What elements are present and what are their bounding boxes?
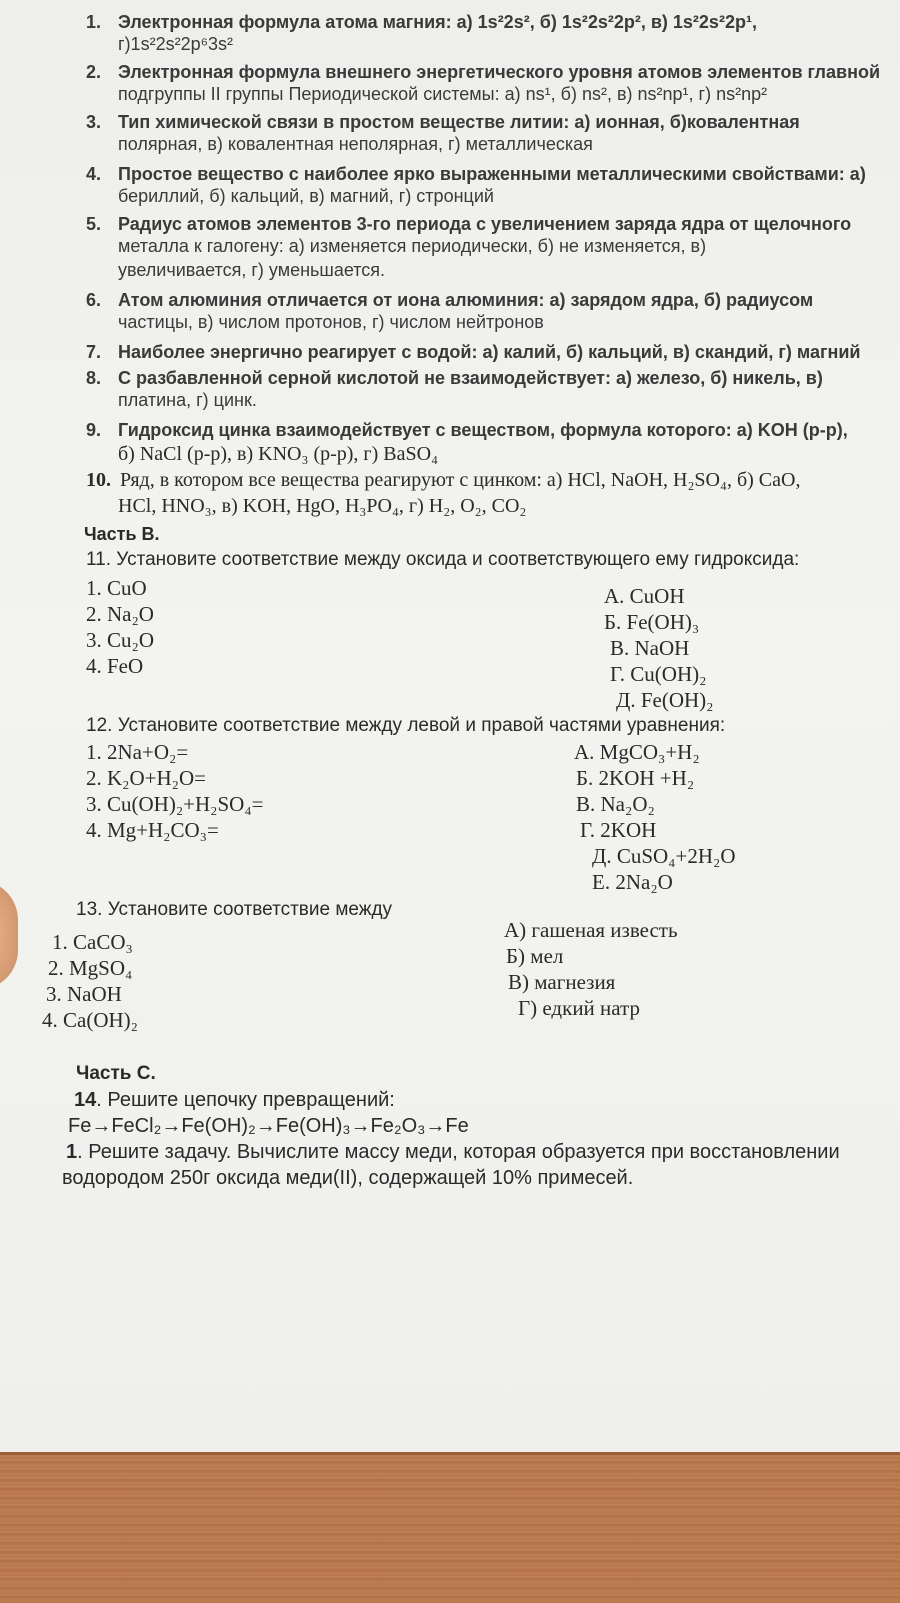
q12-right-f: Е. 2Na₂O xyxy=(592,870,673,894)
question-5-line-2: металла к галогену: а) изменяется периодически, б) не изменяется, в) xyxy=(118,236,707,256)
question-2: 2. Электронная формула внешнего энергетического уровня атомов элементов главной xyxy=(86,62,881,82)
q13-right-b: Б) мел xyxy=(506,944,564,968)
question-8: 8. С разбавленной серной кислотой не взаимодействует: а) железо, б) никель, в) xyxy=(86,368,823,388)
question-4-line-2: бериллий, б) кальций, в) магний, г) стронций xyxy=(118,186,494,206)
question-9: 9. Гидроксид цинка взаимодействует с веществом, формула которого: а) KOH (р-р), xyxy=(86,420,848,440)
finger-holding-paper xyxy=(0,880,18,990)
q12-left-3: 3. Cu(OH)₂+H₂SO₄= xyxy=(86,792,264,816)
q12-left-2: 2. K₂O+H₂O= xyxy=(86,766,206,790)
question-5-line-3: увеличивается, г) уменьшается. xyxy=(118,260,386,280)
question-1: 1. Электронная формула атома магния: а) 1s²2s², б) 1s²2s²2p², в) 1s²2s²2p¹, xyxy=(86,12,757,32)
question-10: 10. Ряд, в котором все вещества реагируют с цинком: а) HCl, NaOH, H₂SO₄, б) CaO, xyxy=(86,469,801,491)
q13-right-a: А) гашеная известь xyxy=(504,918,678,942)
question-3-line-2: полярная, в) ковалентная неполярная, г) металлическая xyxy=(118,134,593,154)
question-2-line-2: подгруппы II группы Периодической системы: а) ns¹, б) ns², в) ns²np¹, г) ns²np² xyxy=(118,84,768,104)
question-6-line-2: частицы, в) числом протонов, г) числом нейтронов xyxy=(118,312,544,332)
part-b-title: Часть В. xyxy=(84,524,160,544)
question-13-title: 13. Установите соответствие между xyxy=(76,899,393,920)
q13-left-2: 2. MgSO₄ xyxy=(48,956,133,980)
q11-left-3: 3. Cu₂O xyxy=(86,628,154,652)
q11-left-4: 4. FeO xyxy=(86,654,144,678)
q13-left-4: 4. Ca(OH)₂ xyxy=(42,1008,138,1032)
q11-right-a: А. CuOH xyxy=(604,584,685,608)
q12-right-c: В. Na₂O₂ xyxy=(576,792,655,816)
q13-left-1: 1. CaCO₃ xyxy=(52,930,133,954)
question-11-title: 11. Установите соответствие между оксида и соответствующего ему гидроксида: xyxy=(86,549,800,570)
question-3: 3. Тип химической связи в простом веществе литии: а) ионная, б)ковалентная xyxy=(86,112,800,132)
q11-left-2: 2. Na₂O xyxy=(86,602,154,626)
question-4: 4. Простое вещество с наиболее ярко выраженными металлическими свойствами: а) xyxy=(86,164,866,184)
question-9-line-2: б) NaCl (р-р), в) KNO₃ (р-р), г) BaSO₄ xyxy=(118,443,439,465)
q12-right-a: А. MgCO₃+H₂ xyxy=(574,740,700,764)
q11-right-e: Д. Fe(OH)₂ xyxy=(616,688,714,712)
transformation-chain: Fe→FeCl₂→Fe(OH)₂→Fe(OH)₃→Fe₂O₃→Fe xyxy=(68,1115,469,1137)
task-1-line-2: водородом 250г оксида меди(II), содержащей 10% примесей. xyxy=(62,1167,634,1189)
wooden-table xyxy=(0,1452,900,1603)
question-8-line-2: платина, г) цинк. xyxy=(118,390,257,410)
part-c-title: Часть С. xyxy=(76,1063,156,1084)
task-1: 1. Решите задачу. Вычислите массу меди, которая образуется при восстановлении xyxy=(66,1141,840,1163)
q12-left-1: 1. 2Na+O₂= xyxy=(86,740,189,764)
q11-right-d: Г. Cu(OH)₂ xyxy=(610,662,707,686)
q13-right-c: В) магнезия xyxy=(508,970,616,994)
question-7: 7. Наиболее энергично реагирует с водой: а) калий, б) кальций, в) скандий, г) магний xyxy=(86,342,861,362)
q12-right-e: Д. CuSO₄+2H₂O xyxy=(592,844,736,868)
question-5: 5. Радиус атомов элементов 3-го периода с увеличением заряда ядра от щелочного xyxy=(86,214,852,234)
q13-left-3: 3. NaOH xyxy=(46,982,122,1006)
q13-right-d: Г) едкий натр xyxy=(518,996,640,1020)
q11-left-1: 1. CuO xyxy=(86,576,147,600)
q12-right-d: Г. 2KOH xyxy=(580,818,657,842)
question-1-line-2: г)1s²2s²2p⁶3s² xyxy=(118,34,234,54)
q11-right-c: В. NaOH xyxy=(610,636,690,660)
q11-right-b: Б. Fe(OH)₃ xyxy=(604,610,700,634)
q12-left-4: 4. Mg+H₂CO₃= xyxy=(86,818,219,842)
q12-right-b: Б. 2KOH +H₂ xyxy=(576,766,695,790)
question-6: 6. Атом алюминия отличается от иона алюминия: а) зарядом ядра, б) радиусом xyxy=(86,290,814,310)
question-14: 14. Решите цепочку превращений: xyxy=(74,1089,395,1111)
question-12-title: 12. Установите соответствие между левой и правой частями уравнения: xyxy=(86,715,726,736)
question-10-line-2: HCl, HNO₃, в) KOH, HgO, H₃PO₄, г) H₂, O₂, CO₂ xyxy=(118,495,527,517)
